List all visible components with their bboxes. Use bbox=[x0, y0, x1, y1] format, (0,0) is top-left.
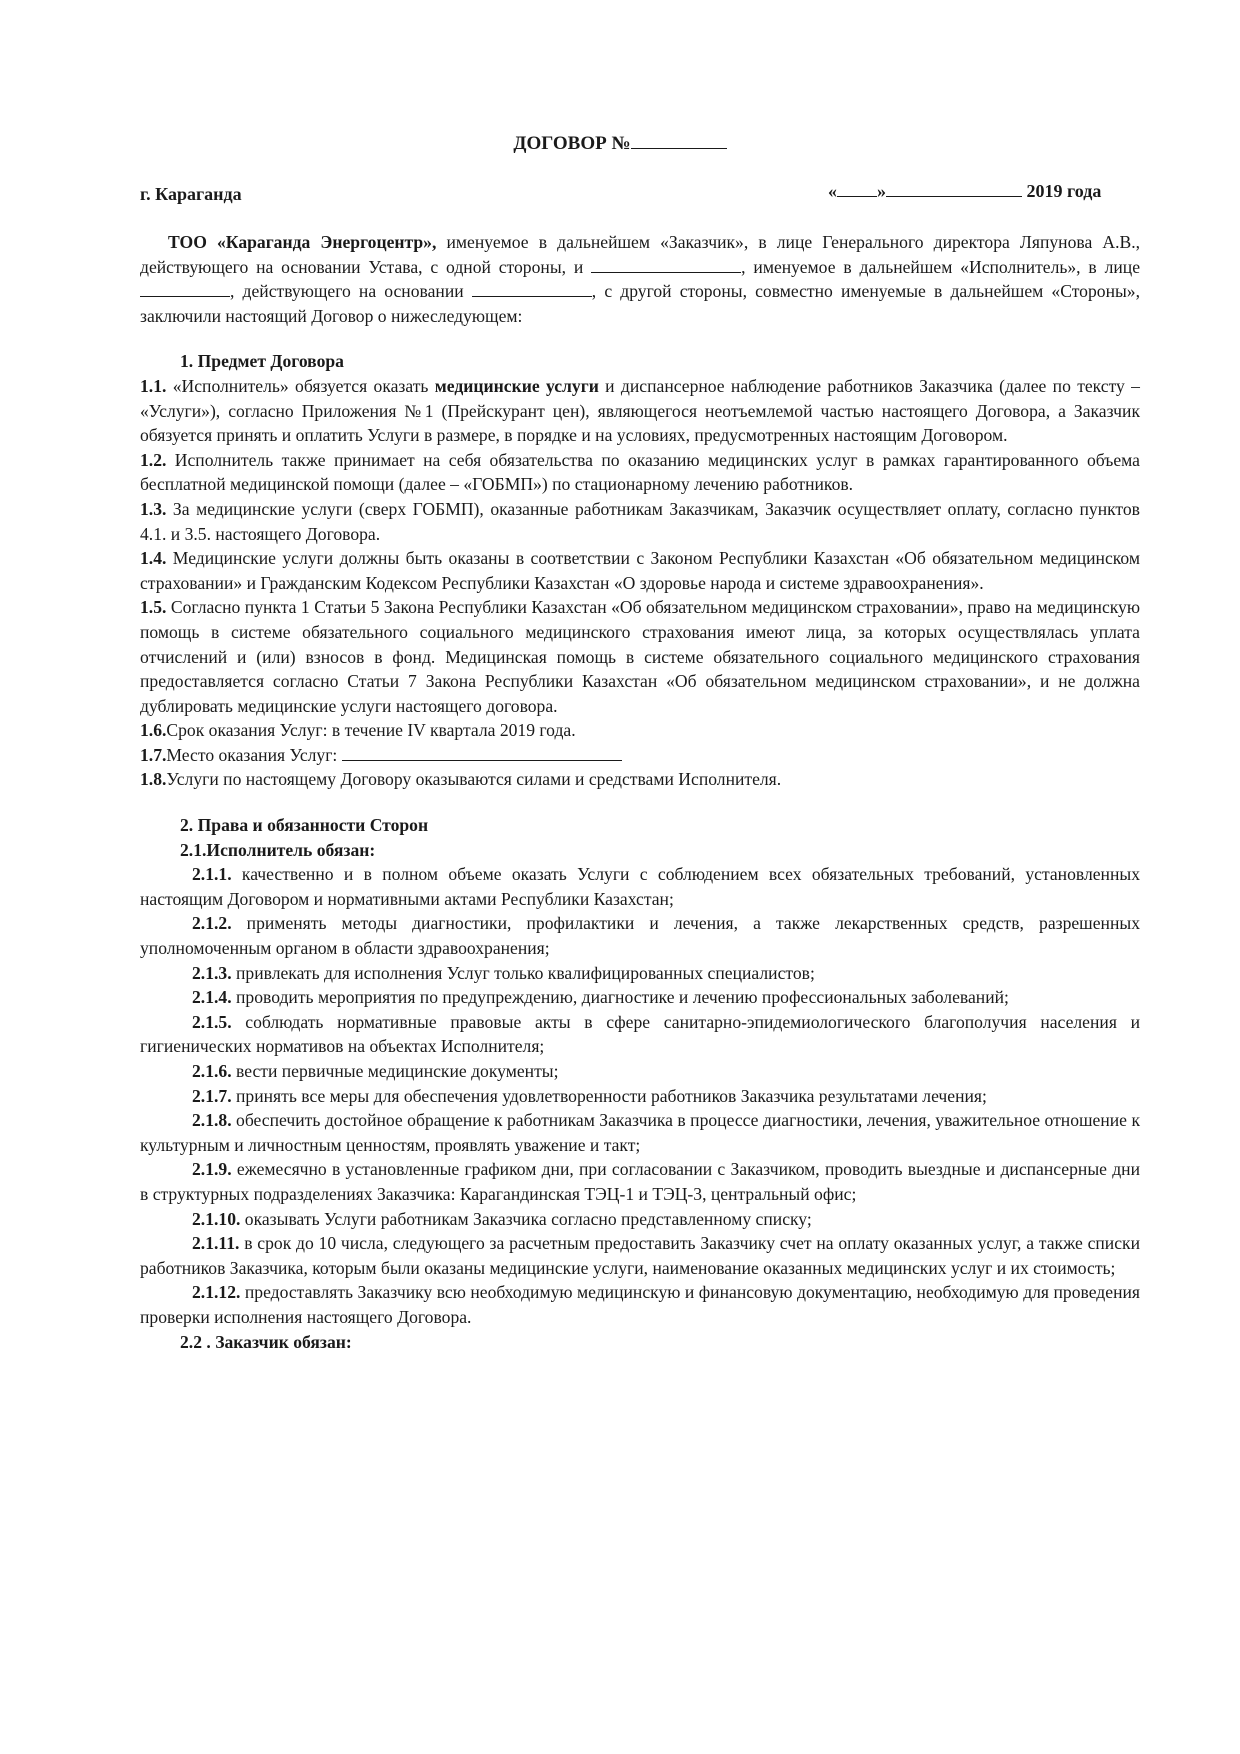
obligation-item bbox=[140, 1280, 1140, 1329]
obligation-text: принять все меры для обеспечения удовлетворенности работников Заказчика результатами лечения; bbox=[231, 1085, 987, 1106]
obligation-item bbox=[140, 862, 1140, 911]
obligation-number: 2.1.10. bbox=[192, 1208, 241, 1229]
document-body bbox=[140, 230, 1140, 1354]
document-title: ДОГОВОР № bbox=[0, 130, 1240, 155]
section-1-heading: 1. Предмет Договора bbox=[180, 351, 344, 372]
month-blank bbox=[886, 180, 1022, 197]
obligation-text: привлекать для исполнения Услуг только квалифицированных специалистов; bbox=[231, 962, 815, 983]
obligation-text: вести первичные медицинские документы; bbox=[231, 1061, 559, 1081]
obligation-number: 2.1.6. bbox=[192, 1061, 232, 1081]
obligation-number: 2.1.5. bbox=[192, 1011, 232, 1032]
obligation-item bbox=[140, 1084, 1140, 1109]
obligation-text: ежемесячно в установленные графиком дни, при согласовании с Заказчиком, проводить выездные и диспансерные дни в структурных подразделениях Заказчика: Карагандинская ТЭЦ-1 и ТЭЦ-3, центральный офис; bbox=[140, 1159, 1140, 1204]
obligation-item bbox=[140, 985, 1140, 1010]
executor-basis-blank bbox=[472, 280, 592, 297]
executor-obligations-list bbox=[140, 862, 1140, 1329]
contract-number-blank bbox=[631, 130, 727, 149]
obligation-item bbox=[140, 1059, 1140, 1084]
clause-1-3: 1.3. За медицинские услуги (сверх ГОБМП), оказанные работникам Заказчикам, Заказчик осуществляет оплату, согласно пунктов 4.1. и 3.5. настоящего Договора. bbox=[140, 498, 1140, 544]
obligation-text: в срок до 10 числа, следующего за расчетным предоставить Заказчику счет на оплату оказанных услуг, а также списки работников Заказчика, которым были оказаны медицинские услуги, наименование оказанных медицинских услуг и их стоимость; bbox=[140, 1233, 1140, 1278]
obligation-item bbox=[140, 911, 1140, 960]
executor-name-blank bbox=[591, 256, 741, 273]
clause-1-6: 1.6.Срок оказания Услуг: в течение IV квартала 2019 года. bbox=[140, 720, 576, 741]
obligation-text: применять методы диагностики, профилактики и лечения, а также лекарственных средств, разрешенных уполномоченным органом в области здравоохранения; bbox=[140, 913, 1140, 959]
obligation-number: 2.1.7. bbox=[192, 1085, 232, 1106]
obligation-number: 2.1.4. bbox=[192, 987, 232, 1008]
clause-1-2: 1.2. Исполнитель также принимает на себя обязательства по оказанию медицинских услуг в рамках гарантированного объема бесплатной медицинской помощи (далее – «ГОБМП») по стационарному лечению работников. bbox=[140, 449, 1140, 495]
subsection-2-1-heading: 2.1.Исполнитель обязан: bbox=[180, 839, 376, 860]
obligation-number: 2.1.1. bbox=[192, 864, 232, 885]
obligation-item bbox=[140, 961, 1140, 986]
service-location-blank bbox=[342, 744, 622, 761]
obligation-number: 2.1.8. bbox=[192, 1110, 232, 1131]
subsection-2-2-heading: 2.2 . Заказчик обязан: bbox=[180, 1331, 352, 1352]
obligation-number: 2.1.2. bbox=[192, 913, 232, 934]
clause-1-1: 1.1. «Исполнитель» обязуется оказать медицинские услуги и диспансерное наблюдение работников Заказчика (далее по тексту – «Услуги»), согласно Приложения №1 (Прейскурант цен), являющегося неотъемлемой частью настоящего Договора, а Заказчик обязуется принять и оплатить Услуги в размере, в порядке и на условиях, предусмотренных настоящим Договором. bbox=[140, 375, 1140, 446]
obligation-number: 2.1.12. bbox=[192, 1282, 241, 1303]
obligation-item bbox=[140, 1108, 1140, 1157]
contract-date: « » 2019 года bbox=[828, 181, 1102, 201]
clause-1-7: 1.7.Место оказания Услуг: bbox=[140, 743, 1140, 768]
section-2-heading: 2. Права и обязанности Сторон bbox=[180, 815, 429, 836]
preamble: ТОО «Караганда Энергоцентр», именуемое в дальнейшем «Заказчик», в лице Генерального директора Ляпунова А.В., действующего на основании Устава, с одной стороны, и , именуемое в дальнейшем «Исполнитель», в лице , действующего на основании , с другой стороны, совместно именуемые в дальнейшем «Стороны», заключили настоящий Договор о нижеследующем: bbox=[140, 232, 1141, 326]
obligation-text: оказывать Услуги работникам Заказчика согласно представленному списку; bbox=[240, 1208, 812, 1229]
obligation-item bbox=[140, 1231, 1140, 1280]
day-blank bbox=[837, 180, 877, 197]
city: г. Караганда bbox=[140, 184, 242, 204]
obligation-item bbox=[140, 1207, 1140, 1232]
obligation-item bbox=[140, 1010, 1140, 1059]
obligation-text: проводить мероприятия по предупреждению, диагностике и лечению профессиональных заболеваний; bbox=[231, 987, 1009, 1008]
obligation-text: соблюдать нормативные правовые акты в сфере санитарно-эпидемиологического благополучия населения и гигиенических нормативов на объектах Исполнителя; bbox=[140, 1011, 1140, 1057]
obligation-item bbox=[140, 1157, 1140, 1206]
obligation-text: предоставлять Заказчику всю необходимую медицинскую и финансовую документацию, необходимую для проведения проверки исполнения настоящего Договора. bbox=[140, 1282, 1140, 1327]
executor-representative-blank bbox=[140, 280, 230, 297]
obligation-text: качественно и в полном объеме оказать Услуги с соблюдением всех обязательных требований, установленных настоящим Договором и нормативными актами Республики Казахстан; bbox=[140, 864, 1140, 909]
clause-1-4: 1.4. Медицинские услуги должны быть оказаны в соответствии с Законом Республики Казахстан «Об обязательном медицинском страховании» и Гражданским Кодексом Республики Казахстан «О здоровье народа и системе здравоохранения». bbox=[140, 548, 1140, 593]
obligation-number: 2.1.9. bbox=[192, 1159, 232, 1180]
obligation-number: 2.1.11. bbox=[192, 1233, 240, 1254]
clause-1-5: 1.5. Согласно пункта 1 Статьи 5 Закона Республики Казахстан «Об обязательном медицинском страховании», право на медицинскую помощь в системе обязательного социального медицинского страхования имеют лица, за которых осуществлялась уплата отчислений и (или) взносов в фонд. Медицинская помощь в системе обязательного социального медицинского страхования предоставляется согласно Статьи 7 Закона Республики Казахстан «Об обязательном медицинском страховании», и не должна дублировать медицинские услуги настоящего договора. bbox=[140, 597, 1140, 716]
obligation-number: 2.1.3. bbox=[192, 962, 232, 983]
clause-1-8: 1.8.Услуги по настоящему Договору оказываются силами и средствами Исполнителя. bbox=[140, 769, 782, 790]
obligation-text: обеспечить достойное обращение к работникам Заказчика в процессе диагностики, лечения, уважительное отношение к культурным и личностным ценностям, проявлять уважение и такт; bbox=[140, 1110, 1140, 1155]
